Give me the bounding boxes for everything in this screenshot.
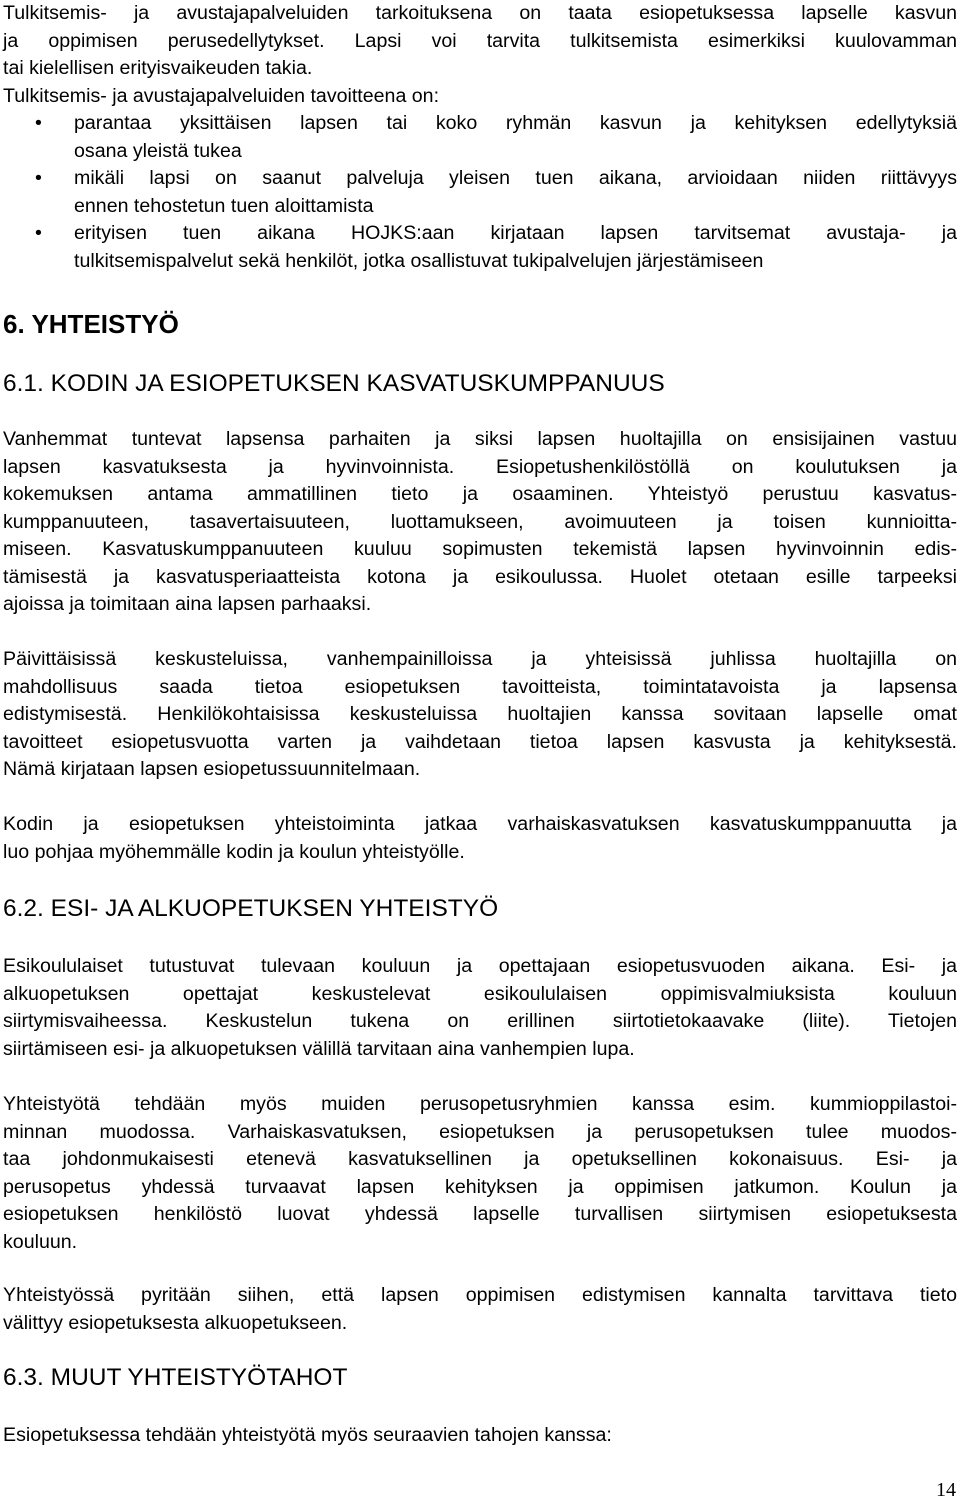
- text-line: lapsen kasvatuksesta ja hyvinvoinnista. Esiopetushenkilöstöllä on koulutuksen ja: [3, 455, 957, 478]
- text-line: mahdollisuus saada tietoa esiopetuksen tavoitteista, toimintatavoista ja lapsensa: [3, 675, 957, 698]
- text-line: erityisen tuen aikana HOJKS:aan kirjataan lapsen tarvitsemat avustaja- ja: [74, 222, 957, 244]
- list-item: [0, 220, 957, 275]
- text-line: tai kielellisen erityisvaikeuden takia.: [3, 57, 313, 79]
- text-line: Tulkitsemis- ja avustajapalveluiden tarkoituksena on taata esiopetuksessa lapselle kasvun: [3, 2, 957, 24]
- text-line: Päivittäisissä keskusteluissa, vanhempainilloissa ja yhteisissä juhlissa huoltajilla on: [3, 648, 957, 670]
- text-line: ennen tehostetun tuen aloittamista: [74, 194, 374, 217]
- text-line: välittyy esiopetuksesta alkuopetukseen.: [3, 1311, 348, 1334]
- section-6-1-paragraph-1: [3, 426, 957, 619]
- section-6-2-paragraph-3: [3, 1282, 957, 1337]
- text-line: tämisestä ja kasvatusperiaatteista kotona ja esikoulussa. Huolet otetaan esille tarpeeksi: [3, 565, 957, 588]
- goals-bullet-list: [0, 110, 957, 275]
- bullet-icon: •: [35, 167, 42, 189]
- text-line: minnan muodossa. Varhaiskasvatuksen, esiopetuksen ja perusopetuksen tulee muodos-: [3, 1120, 957, 1143]
- section-6-2-heading: 6.2. ESI- JA ALKUOPETUKSEN YHTEISTYÖ: [3, 895, 499, 922]
- text-line: Kodin ja esiopetuksen yhteistoiminta jatkaa varhaiskasvatuksen kasvatuskumppanuutta ja: [3, 813, 957, 835]
- text-line: Yhteistyötä tehdään myös muiden perusopetusryhmien kanssa esim. kummioppilastoi-: [3, 1093, 957, 1115]
- text-line: Tulkitsemis- ja avustajapalveluiden tavoitteena on:: [3, 84, 440, 107]
- bullet-icon: •: [35, 222, 42, 244]
- text-line: parantaa yksittäisen lapsen tai koko ryhmän kasvun ja kehityksen edellytyksiä: [74, 112, 957, 134]
- text-line: osana yleistä tukea: [74, 139, 242, 162]
- section-6-1-paragraph-2: [3, 646, 957, 784]
- text-line: kouluun.: [3, 1230, 78, 1253]
- section-6-1-paragraph-3: [3, 811, 957, 866]
- text-line: Yhteistyössä pyritään siihen, että lapsen oppimisen edistymisen kannalta tarvittava tieto: [3, 1284, 957, 1306]
- section-6-3-paragraph-1: [3, 1422, 957, 1450]
- section-6-heading: 6. YHTEISTYÖ: [3, 309, 179, 339]
- section-6-2-paragraph-2: [3, 1091, 957, 1256]
- intro-paragraph: [3, 0, 957, 110]
- text-line: miseen. Kasvatuskumppanuuteen kuuluu sopimusten tekemistä lapsen hyvinvoinnin edis-: [3, 538, 957, 560]
- text-line: Esiopetuksessa tehdään yhteistyötä myös seuraavien tahojen kanssa:: [3, 1424, 612, 1446]
- list-item: [0, 165, 957, 220]
- section-6-2-paragraph-1: [3, 953, 957, 1063]
- text-line: edistymisestä. Henkilökohtaisissa keskusteluissa huoltajien kanssa sovitaan lapselle omat: [3, 703, 957, 725]
- text-line: tavoitteet esiopetusvuotta varten ja vaihdetaan tietoa lapsen kasvusta ja kehityksestä.: [3, 730, 957, 753]
- text-line: alkuopetuksen opettajat keskustelevat esikoululaisen oppimisvalmiuksista kouluun: [3, 982, 957, 1005]
- text-line: ajoissa ja toimitaan aina lapsen parhaaksi.: [3, 593, 372, 615]
- section-6-3-heading: 6.3. MUUT YHTEISTYÖTAHOT: [3, 1364, 348, 1391]
- text-line: Nämä kirjataan lapsen esiopetussuunnitelmaan.: [3, 758, 421, 780]
- text-line: kumppanuuteen, tasavertaisuuteen, luottamukseen, avoimuuteen ja toisen kunnioitta-: [3, 510, 957, 533]
- section-6-1-heading: 6.1. KODIN JA ESIOPETUKSEN KASVATUSKUMPPANUUS: [3, 370, 665, 397]
- bullet-icon: •: [35, 112, 42, 134]
- text-line: mikäli lapsi on saanut palveluja yleisen tuen aikana, arvioidaan niiden riittävyys: [74, 167, 957, 189]
- text-line: ja oppimisen perusedellytykset. Lapsi voi tarvita tulkitsemista esimerkiksi kuulovamman: [3, 29, 957, 52]
- text-line: Esikoululaiset tutustuvat tulevaan kouluun ja opettajaan esiopetusvuoden aikana. Esi- ja: [3, 955, 957, 977]
- text-line: kokemuksen antama ammatillinen tieto ja osaaminen. Yhteistyö perustuu kasvatus-: [3, 483, 957, 505]
- list-item: [0, 110, 957, 165]
- page-number: 14: [936, 1479, 956, 1501]
- text-line: taa johdonmukaisesti etenevä kasvatuksellinen ja opetuksellinen kokonaisuus. Esi- ja: [3, 1148, 957, 1170]
- text-line: esiopetuksen henkilöstö luovat yhdessä lapselle turvallisen siirtymisen esiopetuksesta: [3, 1203, 957, 1225]
- text-line: perusopetus yhdessä turvaavat lapsen kehityksen ja oppimisen jatkumon. Koulun ja: [3, 1175, 957, 1198]
- text-line: siirtymisvaiheessa. Keskustelun tukena on erillinen siirtotietokaavake (liite). Tietojen: [3, 1010, 957, 1032]
- text-line: Vanhemmat tuntevat lapsensa parhaiten ja siksi lapsen huoltajilla on ensisijainen vastuu: [3, 428, 957, 450]
- text-line: tulkitsemispalvelut sekä henkilöt, jotka osallistuvat tukipalvelujen järjestämiseen: [74, 249, 764, 272]
- text-line: luo pohjaa myöhemmälle kodin ja koulun yhteistyölle.: [3, 840, 465, 863]
- text-line: siirtämiseen esi- ja alkuopetuksen välillä tarvitaan aina vanhempien lupa.: [3, 1037, 635, 1060]
